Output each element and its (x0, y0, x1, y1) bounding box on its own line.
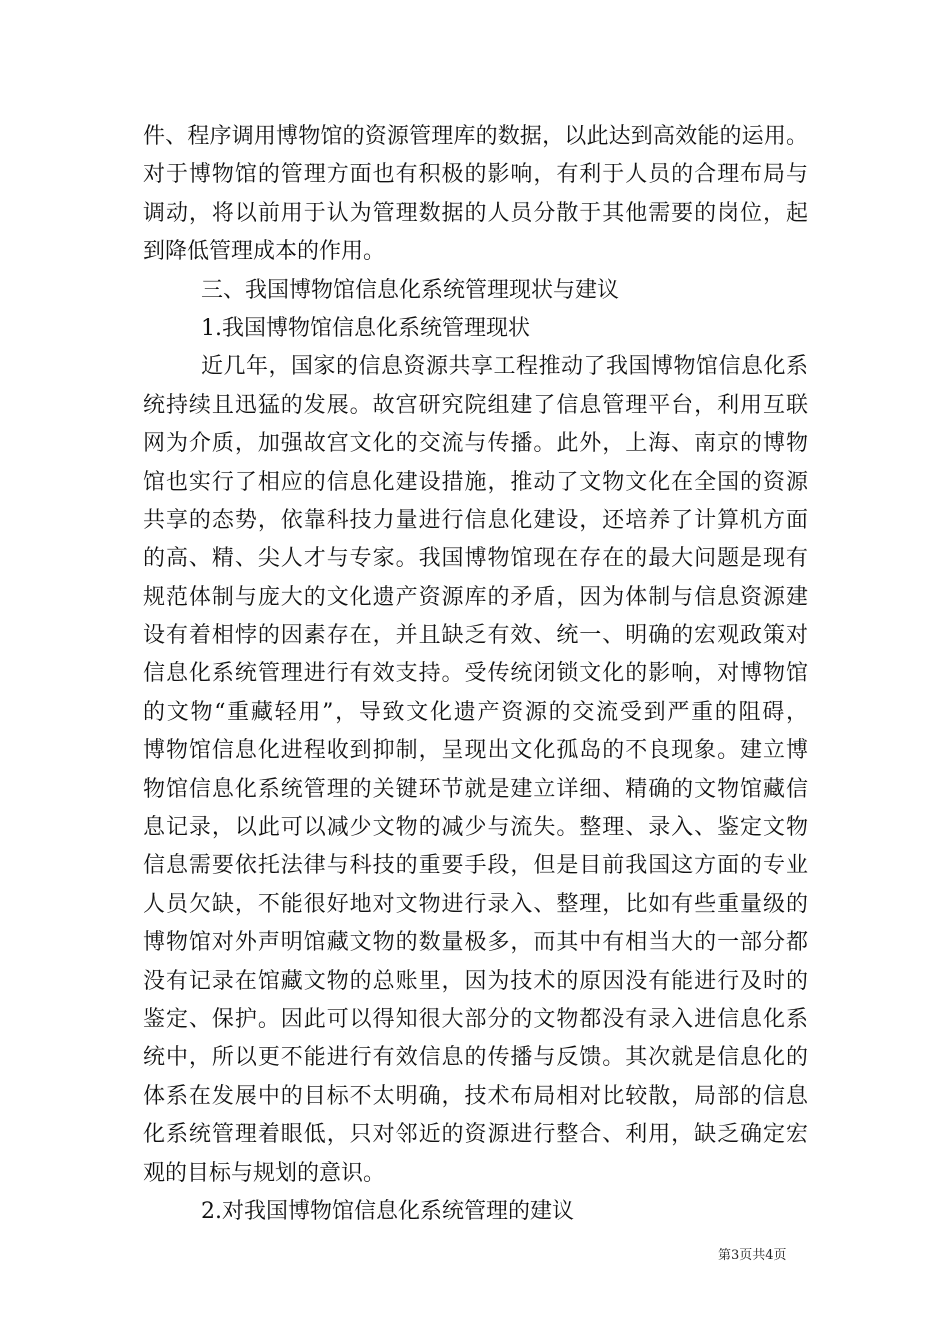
text-line: 对于博物馆的管理方面也有积极的影响，有利于人员的合理布局与 (143, 162, 808, 188)
text-line: 网为介质，加强故宫文化的交流与传播。此外，上海、南京的博物 (143, 431, 808, 457)
text-line: 共享的态势，依靠科技力量进行信息化建设，还培养了计算机方面 (143, 507, 808, 533)
text-line: 的文物“重藏轻用”，导致文化遗产资源的交流受到严重的阻碍， (143, 699, 808, 725)
text-line: 的高、精、尖人才与专家。我国博物馆现在存在的最大问题是现有 (143, 546, 808, 572)
text-line: 信息需要依托法律与科技的重要手段，但是目前我国这方面的专业 (143, 853, 808, 879)
paragraph-continuation (143, 118, 808, 272)
subsection-heading: 2.对我国博物馆信息化系统管理的建议 (201, 1198, 574, 1224)
text-line: 设有着相悖的因素存在，并且缺乏有效、统一、明确的宏观政策对 (143, 623, 808, 649)
text-line: 调动，将以前用于认为管理数据的人员分散于其他需要的岗位，起 (143, 200, 808, 226)
text-line: 化系统管理着眼低，只对邻近的资源进行整合、利用，缺乏确定宏 (143, 1122, 808, 1148)
document-body (143, 118, 808, 1231)
text-line: 物馆信息化系统管理的关键环节就是建立详细、精确的文物馆藏信 (143, 776, 808, 802)
text-line: 观的目标与规划的意识。 (143, 1160, 386, 1186)
text-line: 息记录，以此可以减少文物的减少与流失。整理、录入、鉴定文物 (143, 815, 808, 841)
text-line: 信息化系统管理进行有效支持。受传统闭锁文化的影响，对博物馆 (143, 661, 808, 687)
text-line: 博物馆信息化进程收到抑制，呈现出文化孤岛的不良现象。建立博 (143, 738, 808, 764)
text-line: 人员欠缺，不能很好地对文物进行录入、整理，比如有些重量级的 (143, 891, 808, 917)
text-line: 规范体制与庞大的文化遗产资源库的矛盾，因为体制与信息资源建 (143, 584, 808, 610)
text-line: 统持续且迅猛的发展。故宫研究院组建了信息管理平台，利用互联 (143, 392, 808, 418)
text-line: 馆也实行了相应的信息化建设措施，推动了文物文化在全国的资源 (143, 469, 808, 495)
paragraph-status (143, 348, 808, 1193)
text-line: 体系在发展中的目标不太明确，技术布局相对比较散，局部的信息 (143, 1083, 808, 1109)
text-line: 统中，所以更不能进行有效信息的传播与反馈。其次就是信息化的 (143, 1045, 808, 1071)
text-line: 到降低管理成本的作用。 (143, 239, 386, 265)
text-line: 近几年，国家的信息资源共享工程推动了我国博物馆信息化系 (201, 354, 808, 380)
text-line: 件、程序调用博物馆的资源管理库的数据，以此达到高效能的运用。 (143, 124, 808, 149)
text-line: 博物馆对外声明馆藏文物的数量极多，而其中有相当大的一部分都 (143, 930, 808, 956)
page-number: 第3页共4页 (718, 1248, 787, 1263)
text-line: 没有记录在馆藏文物的总账里，因为技术的原因没有能进行及时的 (143, 968, 808, 994)
section-heading: 三、我国博物馆信息化系统管理现状与建议 (201, 277, 620, 303)
text-line: 鉴定、保护。因此可以得知很大部分的文物都没有录入进信息化系 (143, 1006, 808, 1032)
subsection-heading: 1.我国博物馆信息化系统管理现状 (201, 315, 530, 341)
